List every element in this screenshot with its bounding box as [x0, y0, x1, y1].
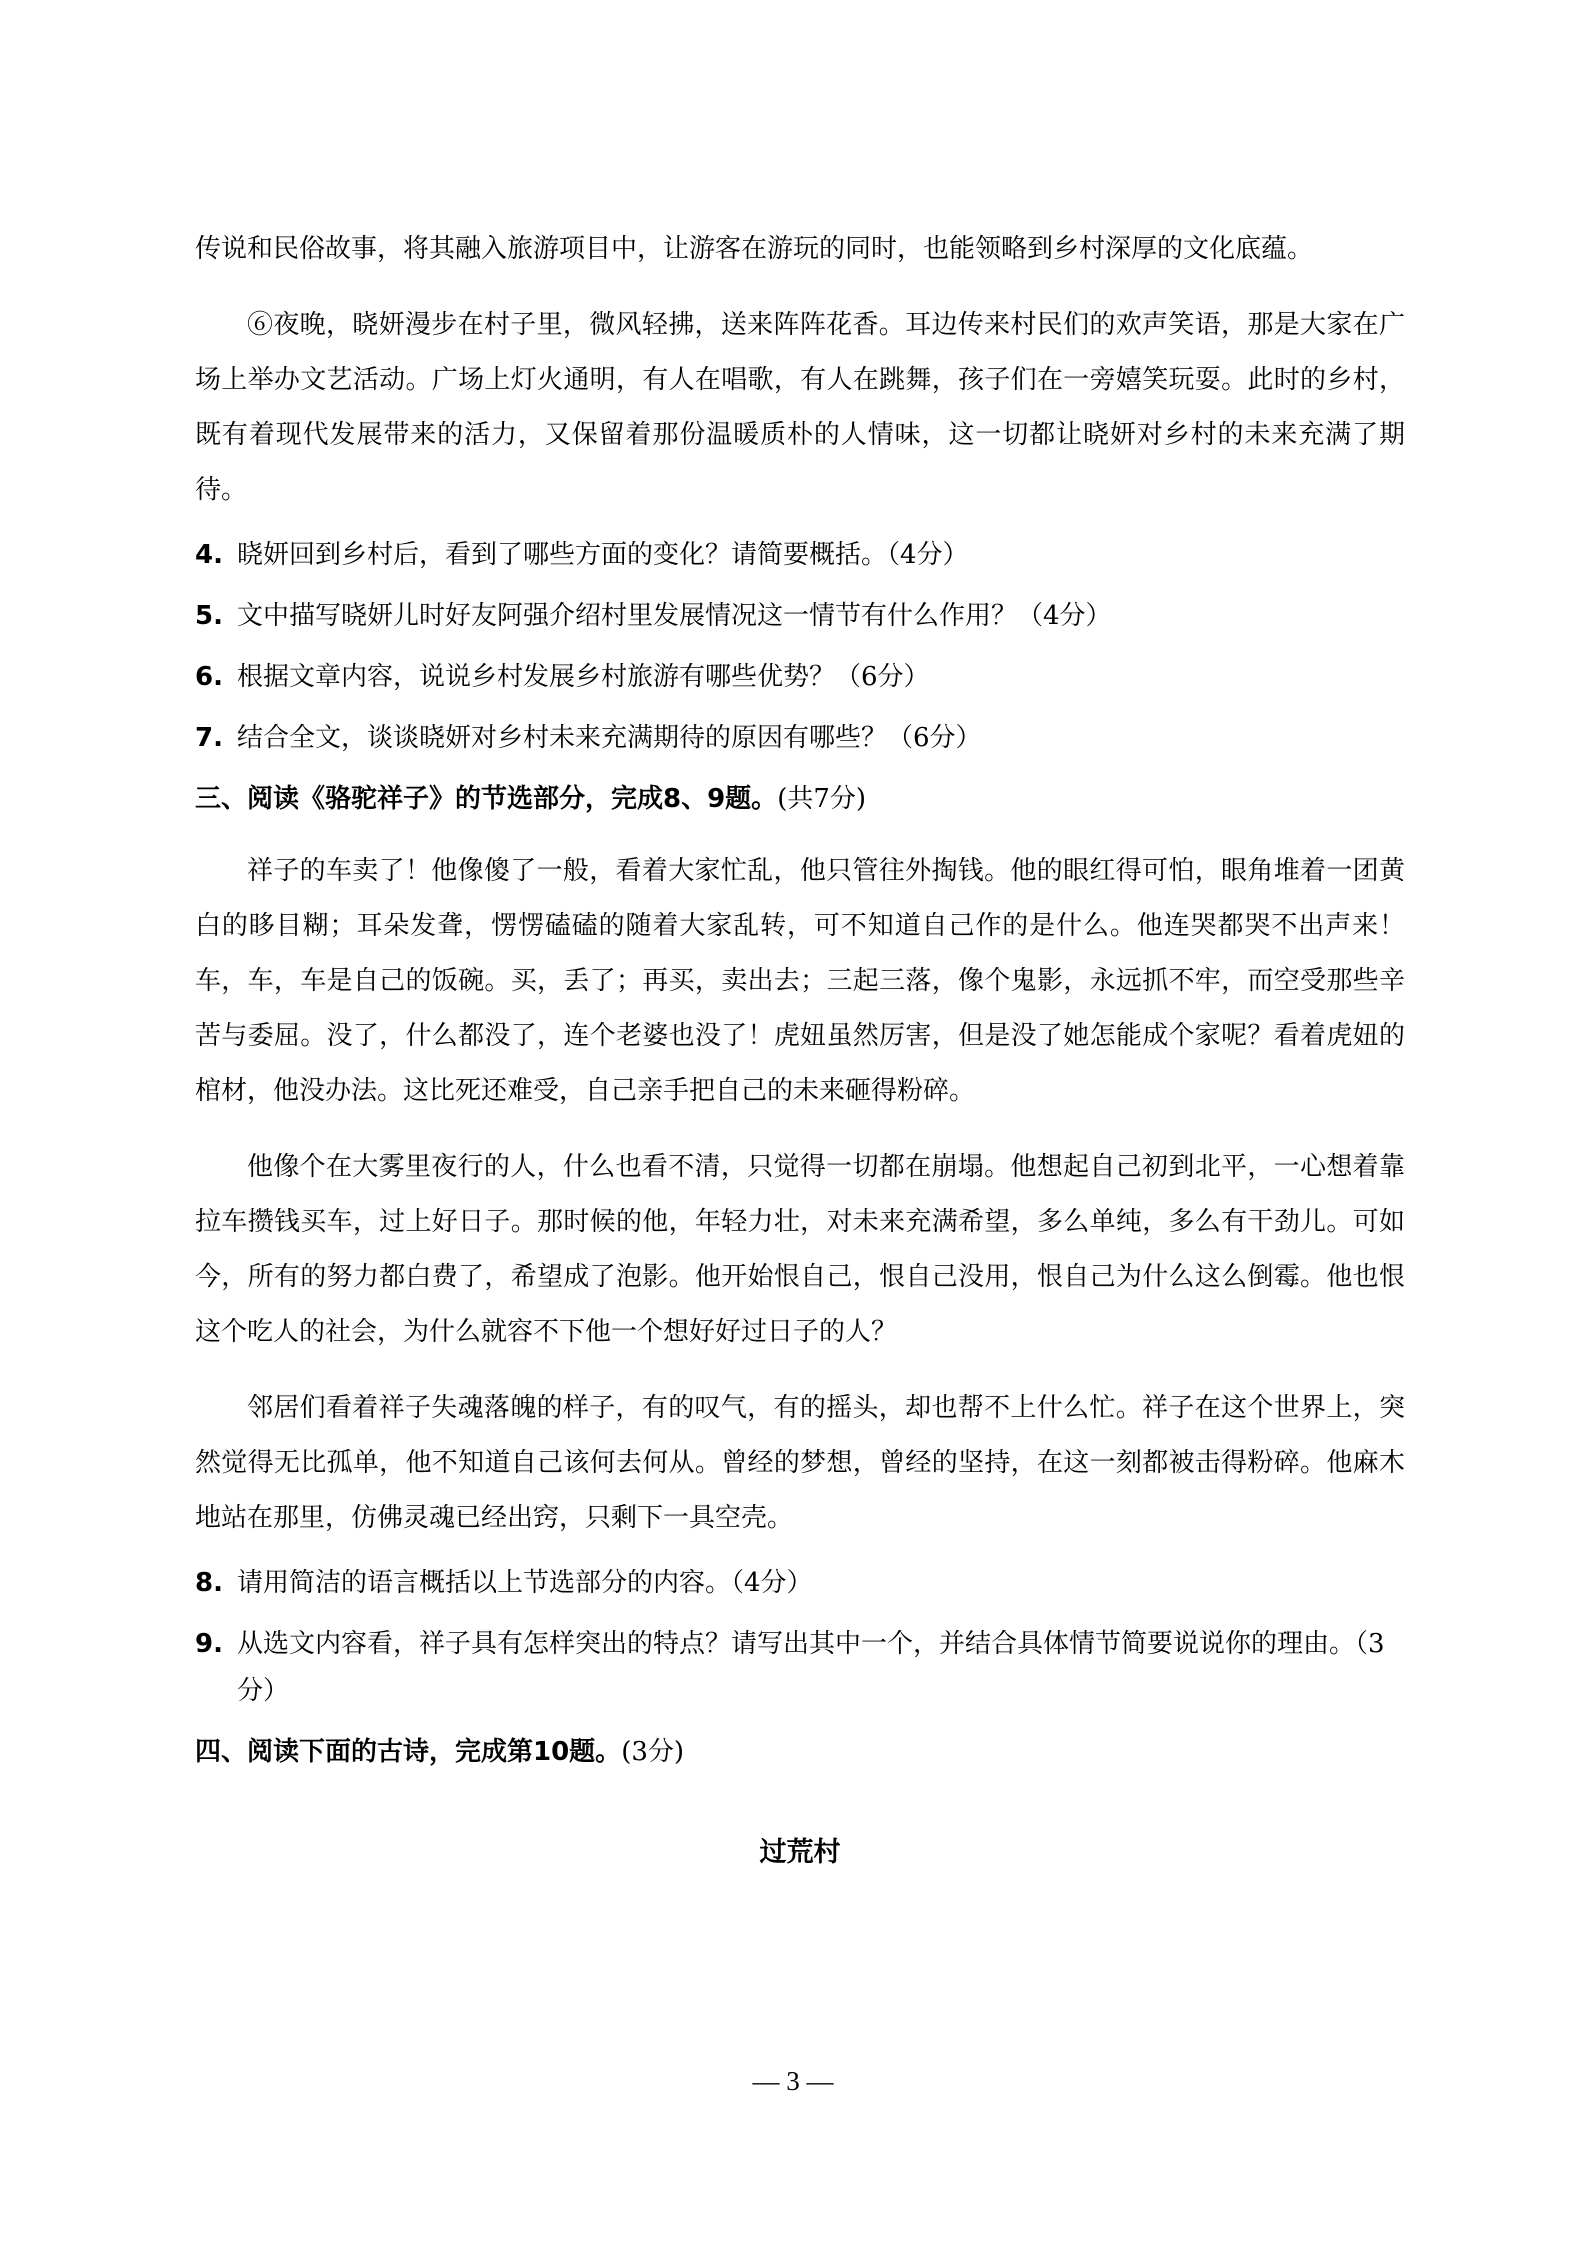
question-number: 9. [195, 1629, 223, 1659]
question-number: 7. [195, 723, 223, 753]
question-5 [195, 593, 1405, 640]
question-number: 5. [195, 601, 223, 631]
section-heading-text: 三、阅读《骆驼祥子》的节选部分，完成8、9题。 [195, 784, 778, 814]
question-8 [195, 1560, 1405, 1607]
question-9 [195, 1621, 1405, 1715]
question-number: 6. [195, 662, 223, 692]
excerpt-paragraph-3: 邻居们看着祥子失魂落魄的样子，有的叹气，有的摇头，却也帮不上什么忙。祥子在这个世界上，突然觉得无比孤单，他不知道自己该何去何从。曾经的梦想，曾经的坚持，在这一刻都被击得粉碎。他麻木地站在那里，仿佛灵魂已经出窍，只剩下一具空壳。 [195, 1393, 1405, 1533]
question-text: 结合全文，谈谈晓妍对乡村未来充满期待的原因有哪些？（6分） [237, 723, 982, 753]
question-6 [195, 654, 1405, 701]
question-text: 请用简洁的语言概括以上节选部分的内容。（4分） [237, 1568, 813, 1598]
page-number: — 3 — [752, 2066, 834, 2096]
question-text: 晓妍回到乡村后，看到了哪些方面的变化？请简要概括。（4分） [237, 540, 969, 570]
excerpt-paragraph-1: 祥子的车卖了！他像傻了一般，看着大家忙乱，他只管往外掏钱。他的眼红得可怕，眼角堆着一团黄白的眵目糊；耳朵发聋，愣愣磕磕的随着大家乱转，可不知道自己作的是什么。他连哭都哭不出声来！车，车，车是自己的饭碗。买，丢了；再买，卖出去；三起三落，像个鬼影，永远抓不牢，而空受那些辛苦与委屈。没了，什么都没了，连个老婆也没了！虎妞虽然厉害，但是没了她怎能成个家呢？看着虎妞的棺材，他没办法。这比死还难受，自己亲手把自己的未来砸得粉碎。 [195, 856, 1405, 1106]
question-7 [195, 715, 1405, 762]
section-heading-text: 四、阅读下面的古诗，完成第10题。 [195, 1737, 622, 1767]
excerpt-paragraph-2: 他像个在大雾里夜行的人，什么也看不清，只觉得一切都在崩塌。他想起自己初到北平，一心想着靠拉车攒钱买车，过上好日子。那时候的他，年轻力壮，对未来充满希望，多么单纯，多么有干劲儿。可如今，所有的努力都白费了，希望成了泡影。他开始恨自己，恨自己没用，恨自己为什么这么倒霉。他也恨这个吃人的社会，为什么就容不下他一个想好好过日子的人？ [195, 1152, 1405, 1347]
section-score: (共7分) [777, 784, 867, 814]
question-4 [195, 532, 1405, 579]
exam-page [195, 222, 1405, 1869]
question-number: 8. [195, 1568, 223, 1598]
question-number: 4. [195, 540, 223, 570]
section-4-heading [195, 1729, 1405, 1776]
question-text: 文中描写晓妍儿时好友阿强介绍村里发展情况这一情节有什么作用？（4分） [237, 601, 1112, 631]
question-text: 从选文内容看，祥子具有怎样突出的特点？请写出其中一个，并结合具体情节简要说说你的理由。（3分） [237, 1629, 1385, 1706]
passage-paragraph-continued: 传说和民俗故事，将其融入旅游项目中，让游客在游玩的同时，也能领略到乡村深厚的文化底蕴。 [195, 234, 1314, 264]
section-score: (3分) [621, 1737, 685, 1767]
question-text: 根据文章内容，说说乡村发展乡村旅游有哪些优势？（6分） [237, 662, 930, 692]
section-3-heading [195, 776, 1405, 823]
passage-paragraph-6: ⑥夜晚，晓妍漫步在村子里，微风轻拂，送来阵阵花香。耳边传来村民们的欢声笑语，那是大家在广场上举办文艺活动。广场上灯火通明，有人在唱歌，有人在跳舞，孩子们在一旁嬉笑玩耍。此时的乡村，既有着现代发展带来的活力，又保留着那份温暖质朴的人情味，这一切都让晓妍对乡村的未来充满了期待。 [195, 310, 1405, 505]
poem-title: 过荒村 [759, 1837, 841, 1868]
